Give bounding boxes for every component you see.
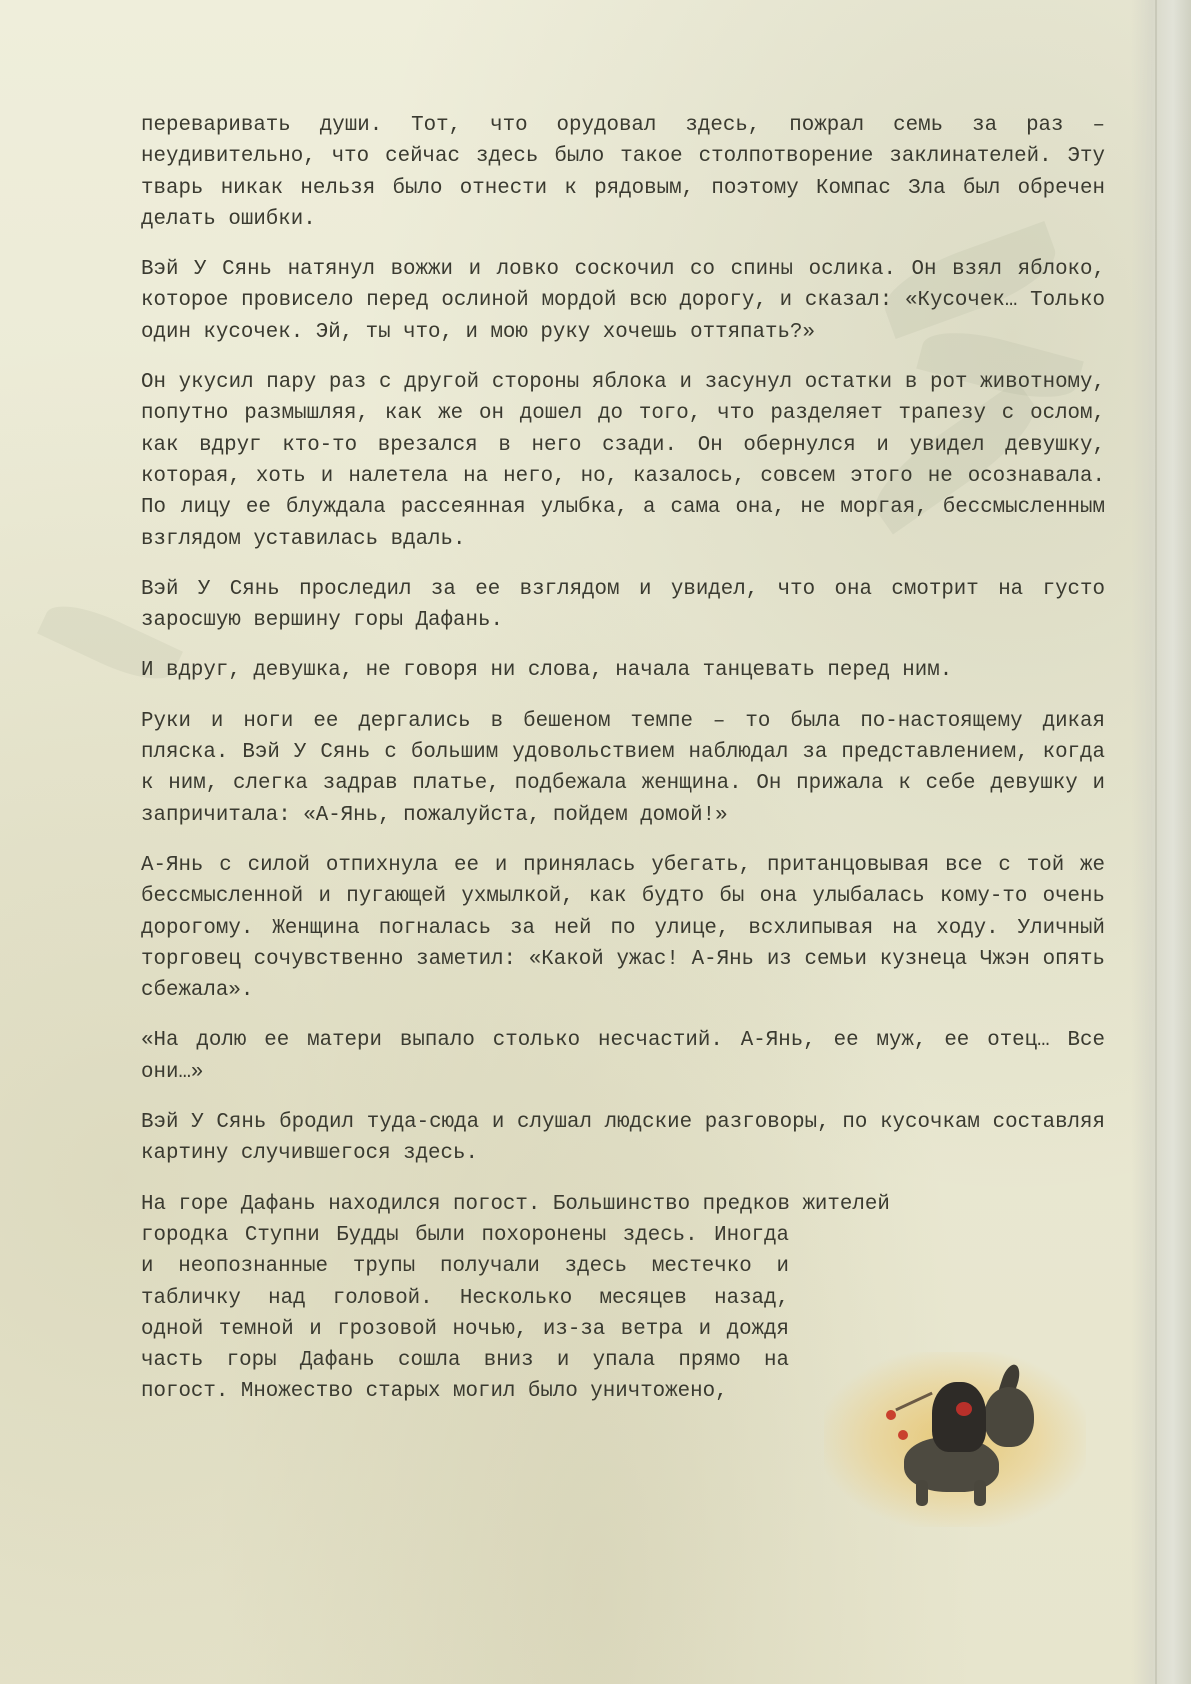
apple-icon [898,1430,908,1440]
paragraph-graveyard-first-line: На горе Дафань находился погост. Большинство предков жителей [141,1192,890,1216]
page-body [141,110,1105,1408]
paragraph: переваривать души. Тот, что орудовал здесь, пожрал семь за раз – неудивительно, что сейчас здесь было такое столпотворение заклинателей. Эту тварь никак нельзя было отнести к рядовым, поэтому Компас Зла был обречен делать ошибки. [141,114,1105,231]
paragraph: Вэй У Сянь натянул вожжи и ловко соскочил со спины ослика. Он взял яблоко, которое провисело перед ослиной мордой всю дорогу, и сказал: «Кусочек… Только один кусочек. Эй, ты что, и мою руку хочешь оттяпать?» [141,258,1105,344]
paragraph-graveyard-wrapped: городка Ступни Будды были похоронены здесь. Иногда и неопознанные трупы получали здесь местечко и табличку над головой. Несколько месяцев назад, одной темной и грозовой ночью, из-за ветра и дождя часть горы Дафань сошла вниз и упала прямо на погост. Множество старых могил было уничтожено, [141,1223,789,1404]
paragraph: «На долю ее матери выпало столько несчастий. А-Янь, ее муж, ее отец… Все они…» [141,1029,1105,1084]
bamboo-border-decoration [1131,0,1191,1684]
rider-red-accent-shape [956,1402,972,1416]
paragraph: Вэй У Сянь проследил за ее взглядом и увидел, что она смотрит на густо заросшую вершину горы Дафань. [141,577,1105,633]
paragraph: Вэй У Сянь бродил туда-сюда и слушал людские разговоры, по кусочкам составляя картину случившегося здесь. [141,1111,1105,1166]
rider-figure-shape [932,1382,986,1452]
paragraph: Руки и ноги ее дергались в бешеном темпе – то была по-настоящему дикая пляска. Вэй У Сянь с большим удовольствием наблюдал за представлением, когда к ним, слегка задрав платье, подбежала женщина. Он прижала к себе девушку и запричитала: «А-Янь, пожалуйста, пойдем домой!» [141,709,1105,827]
donkey-leg-shape [916,1480,928,1506]
branch-decoration [895,1392,933,1412]
apple-icon [886,1410,896,1420]
paragraph: Он укусил пару раз с другой стороны яблока и засунул остатки в рот животному, попутно размышляя, как же он дошел до того, что разделяет трапезу с ослом, как вдруг кто-то врезался в него сзади. Он обернулся и увидел девушку, которая, хоть и налетела на него, но, казалось, совсем этого не осознавала. По лицу ее блуждала рассеянная улыбка, а сама она, не моргая, бессмысленным взглядом уставилась вдаль. [141,371,1105,551]
paragraph: А-Янь с силой отпихнула ее и принялась убегать, пританцовывая все с той же бессмысленной и пугающей ухмылкой, как будто бы она улыбалась кому-то очень дорогому. Женщина погналась за ней по улице, всхлипывая на ходу. Уличный торговец сочувственно заметил: «Какой ужас! А-Янь из семьи кузнеца Чжэн опять сбежала». [141,853,1105,1003]
donkey-head-shape [984,1387,1034,1447]
chibi-donkey-illustration [824,1352,1086,1527]
paragraph: И вдруг, девушка, не говоря ни слова, начала танцевать перед ним. [141,659,953,683]
donkey-leg-shape [974,1480,986,1506]
